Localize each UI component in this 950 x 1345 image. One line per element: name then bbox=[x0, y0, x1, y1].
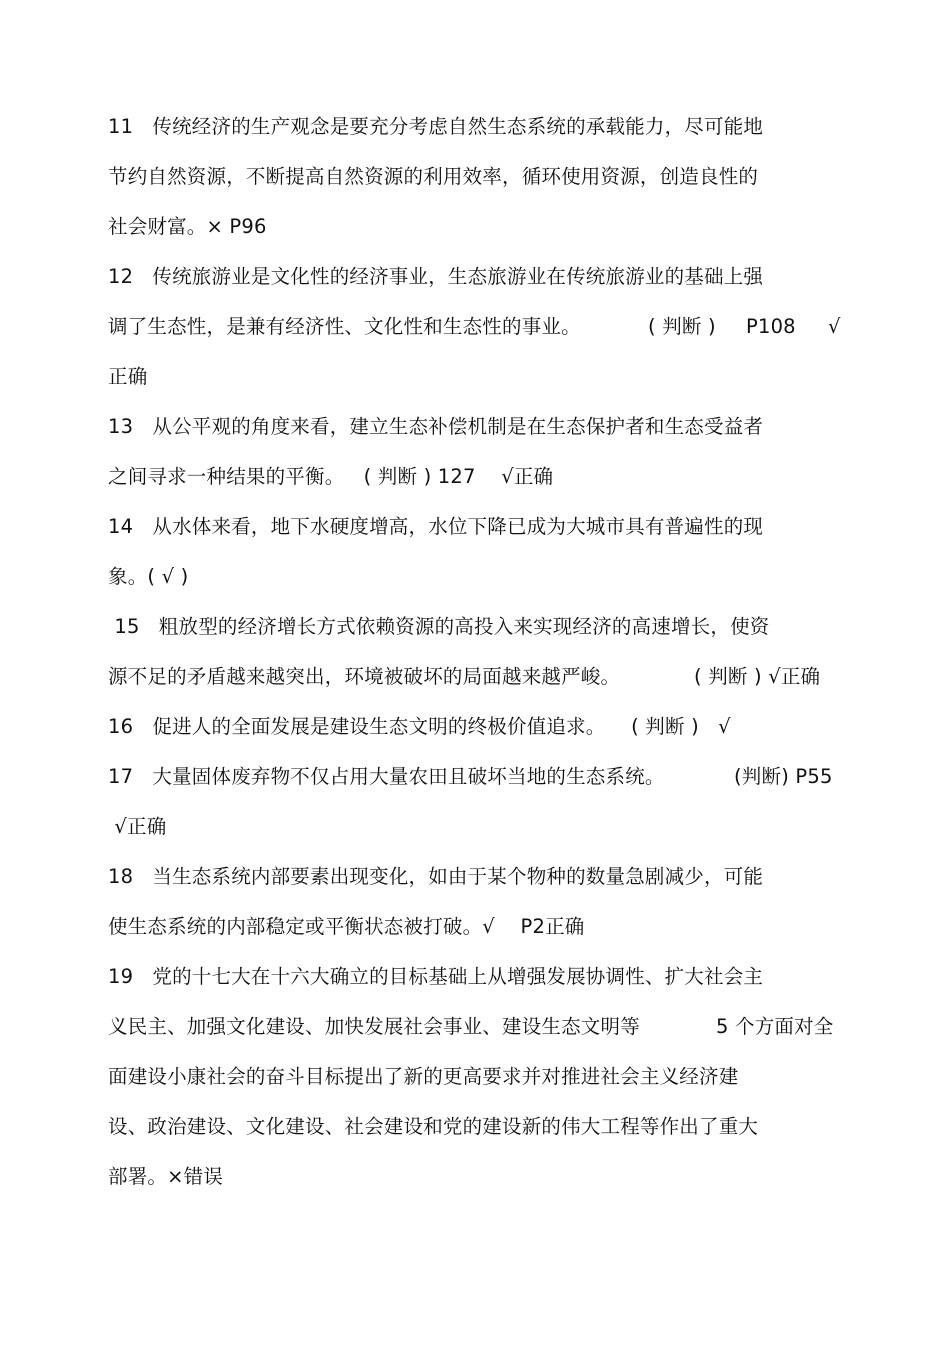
question-19-line-2-tail: 5 个方面对全 bbox=[716, 1015, 834, 1038]
question-12-answer-mark: √ bbox=[828, 315, 841, 338]
question-13-line-1: 13 从公平观的角度来看，建立生态补偿机制是在生态保护者和生态受益者 bbox=[108, 415, 764, 438]
question-19-line-3: 面建设小康社会的奋斗目标提出了新的更高要求并对推进社会主义经济建 bbox=[108, 1065, 739, 1088]
question-17-line-2: √正确 bbox=[108, 815, 167, 838]
question-15-line-2: 源不足的矛盾越来越突出，环境被破坏的局面越来越严峻。 bbox=[108, 665, 621, 688]
question-12-line-2: 调了生态性，是兼有经济性、文化性和生态性的事业。 bbox=[108, 315, 581, 338]
question-13-line-2: 之间寻求一种结果的平衡。 ( 判断 ) 127 √正确 bbox=[108, 465, 554, 488]
question-11-line-3: 社会财富。× P96 bbox=[108, 215, 267, 238]
question-19-line-5: 部署。×错误 bbox=[108, 1165, 224, 1188]
question-12-judge-label: ( 判断 ) bbox=[648, 315, 716, 338]
question-15-line-2-tail: ( 判断 ) √正确 bbox=[694, 665, 821, 688]
question-19-line-4: 设、政治建设、文化建设、社会建设和党的建设新的伟大工程等作出了重大 bbox=[108, 1115, 759, 1138]
question-14-line-1: 14 从水体来看，地下水硬度增高，水位下降已成为大城市具有普遍性的现 bbox=[108, 515, 764, 538]
question-18-line-2: 使生态系统的内部稳定或平衡状态被打破。√ P2正确 bbox=[108, 915, 585, 938]
question-11-line-2: 节约自然资源，不断提高自然资源的利用效率，循环使用资源，创造良性的 bbox=[108, 165, 759, 188]
question-16-line-1: 16 促进人的全面发展是建设生态文明的终极价值追求。 ( 判断 ) √ bbox=[108, 715, 731, 738]
question-11-line-1: 11 传统经济的生产观念是要充分考虑自然生态系统的承载能力，尽可能地 bbox=[108, 115, 764, 138]
question-19-line-2: 义民主、加强文化建设、加快发展社会事业、建设生态文明等 bbox=[108, 1015, 640, 1038]
question-14-line-2: 象。( √ ) bbox=[108, 565, 189, 588]
question-12-page-ref: P108 bbox=[746, 315, 796, 338]
question-17-line-1-tail: (判断) P55 bbox=[734, 765, 833, 788]
question-18-line-1: 18 当生态系统内部要素出现变化，如由于某个物种的数量急剧减少，可能 bbox=[108, 865, 764, 888]
question-12-line-1: 12 传统旅游业是文化性的经济事业，生态旅游业在传统旅游业的基础上强 bbox=[108, 265, 764, 288]
question-19-line-1: 19 党的十七大在十六大确立的目标基础上从增强发展协调性、扩大社会主 bbox=[108, 965, 764, 988]
question-12-line-3: 正确 bbox=[108, 365, 148, 388]
question-15-line-1: 15 粗放型的经济增长方式依赖资源的高投入来实现经济的高速增长，使资 bbox=[108, 615, 770, 638]
question-17-line-1: 17 大量固体废弃物不仅占用大量农田且破坏当地的生态系统。 bbox=[108, 765, 665, 788]
